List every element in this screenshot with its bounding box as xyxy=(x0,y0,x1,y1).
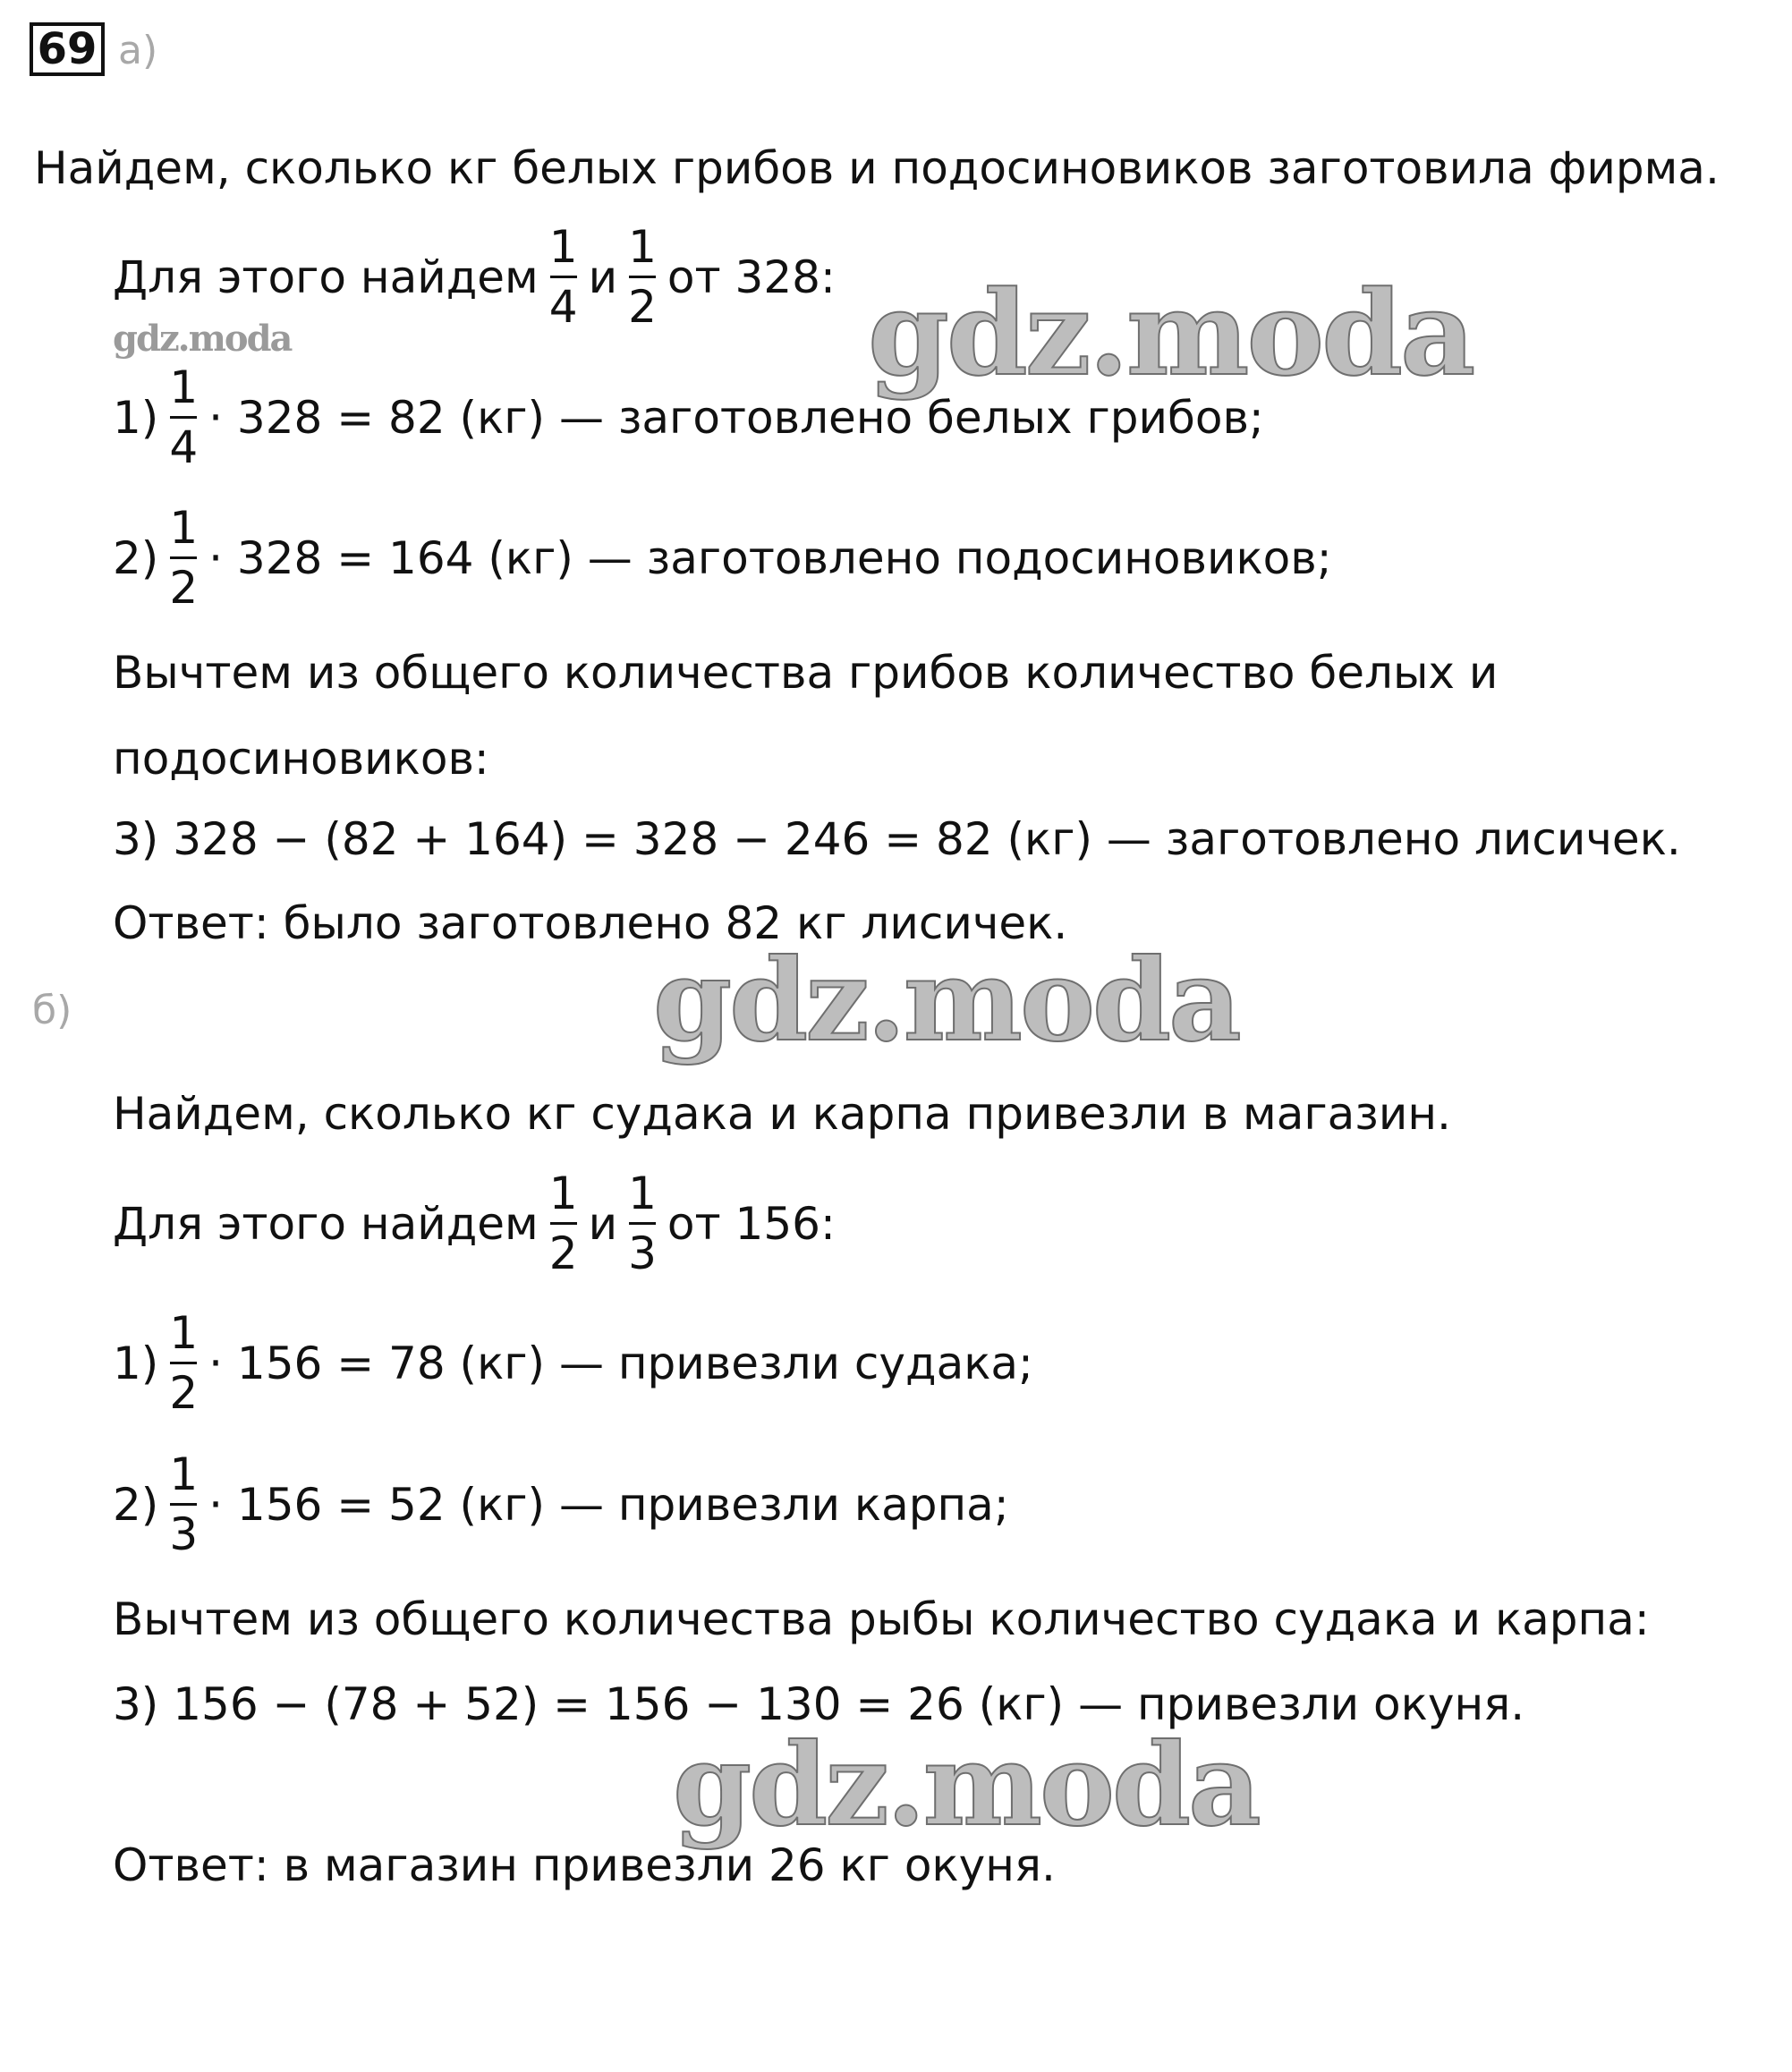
fraction-one-quarter: $\frac{1}{4}$ xyxy=(548,221,578,333)
part-b-step-2: 2) $\frac{1}{3}$ · 156 = 52 (кг) — привезли карпа; xyxy=(113,1448,1009,1560)
watermark-2: gdz.moda xyxy=(653,934,1239,1066)
step-2-fraction: $\frac{1}{3}$ xyxy=(169,1448,199,1560)
part-b-answer: Ответ: в магазин привезли 26 кг окуня. xyxy=(113,1839,1056,1891)
part-a-label: а) xyxy=(118,28,158,73)
part-b-subtract-line: Вычтем из общего количества рыбы количество судака и карпа: xyxy=(113,1593,1650,1645)
watermark-small: gdz.moda xyxy=(113,318,292,360)
part-a-step-3: 3) 328 − (82 + 164) = 328 − 246 = 82 (кг) — заготовлено лисичек. xyxy=(113,813,1681,865)
find-prefix: Для этого найдем xyxy=(113,1197,539,1250)
part-b-intro: Найдем, сколько кг судака и карпа привезли в магазин. xyxy=(113,1088,1451,1140)
part-b-step-1: 1) $\frac{1}{2}$ · 156 = 78 (кг) — привезли судака; xyxy=(113,1307,1033,1419)
part-b-step-3: 3) 156 − (78 + 52) = 156 − 130 = 26 (кг) — привезли окуня. xyxy=(113,1678,1525,1730)
step-1-fraction: $\frac{1}{2}$ xyxy=(169,1307,199,1419)
part-a-subtract-line-2: подосиновиков: xyxy=(113,733,489,785)
step-2-fraction: $\frac{1}{2}$ xyxy=(169,502,199,614)
part-b-label: б) xyxy=(32,988,72,1033)
step-1-fraction: $\frac{1}{4}$ xyxy=(169,361,199,473)
watermark-3: gdz.moda xyxy=(673,1719,1259,1851)
part-a-find-line xyxy=(113,222,836,332)
find-suffix: от 328: xyxy=(667,251,836,303)
find-prefix: Для этого найдем xyxy=(113,251,539,303)
fraction-one-half: $\frac{1}{2}$ xyxy=(628,221,657,333)
conjunction: и xyxy=(588,1197,618,1250)
part-a-step-1: 1) $\frac{1}{4}$ · 328 = 82 (кг) — заготовлено белых грибов; xyxy=(113,361,1264,473)
part-a-step-2: 2) $\frac{1}{2}$ · 328 = 164 (кг) — заготовлено подосиновиков; xyxy=(113,502,1332,614)
task-number: 69 xyxy=(30,22,105,76)
find-suffix: от 156: xyxy=(667,1197,836,1250)
part-a-intro: Найдем, сколько кг белых грибов и подосиновиков заготовила фирма. xyxy=(34,142,1720,194)
watermark-1: gdz.moda xyxy=(868,265,1474,402)
fraction-one-half: $\frac{1}{2}$ xyxy=(548,1168,578,1279)
part-a-answer: Ответ: было заготовлено 82 кг лисичек. xyxy=(113,897,1068,949)
fraction-one-third: $\frac{1}{3}$ xyxy=(628,1168,657,1279)
conjunction: и xyxy=(588,251,618,303)
part-a-subtract-line-1: Вычтем из общего количества грибов количество белых и xyxy=(113,647,1499,699)
part-b-find-line xyxy=(113,1168,836,1278)
